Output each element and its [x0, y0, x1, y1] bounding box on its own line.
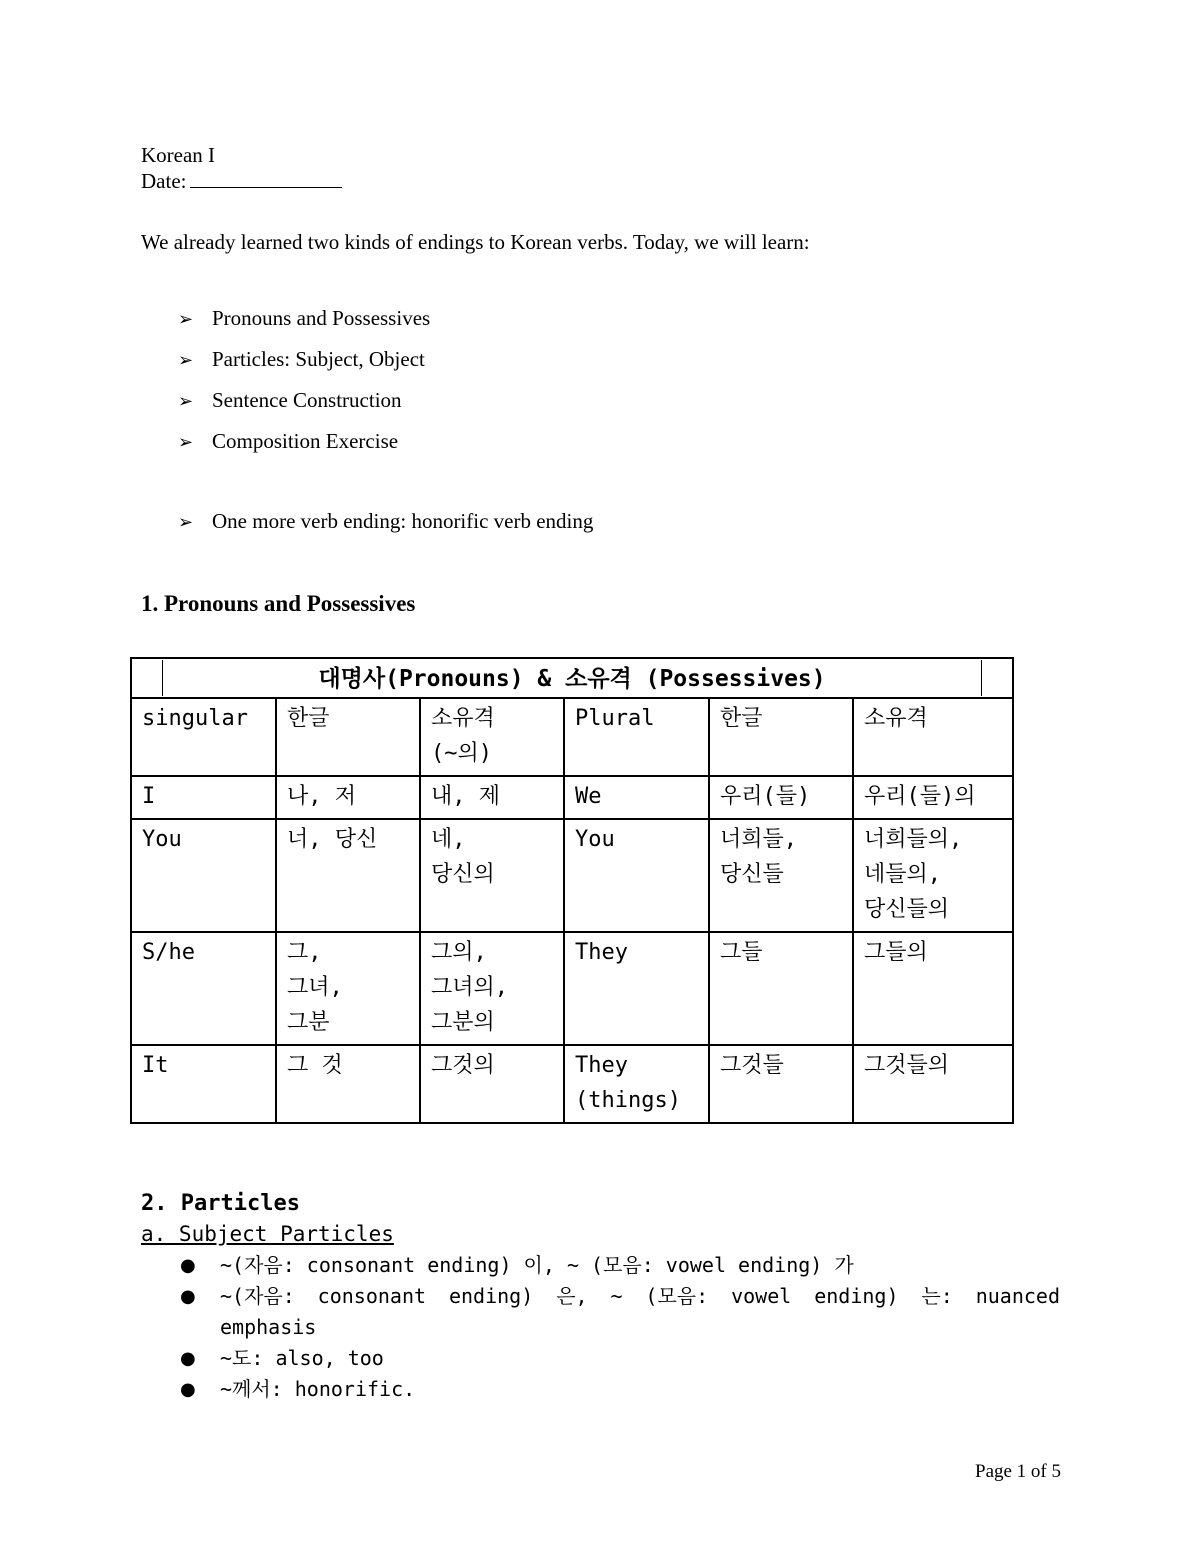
cell-text: (~의)	[431, 741, 492, 766]
cell-text: 그것들	[720, 1053, 784, 1078]
list-item-text: ~께서: honorific.	[220, 1377, 416, 1401]
cell-text: 당신들	[720, 862, 784, 887]
cell-text: 그 것	[287, 1053, 343, 1078]
table-cell	[276, 819, 420, 932]
table-row	[131, 819, 1013, 932]
bullet-dot-icon: ●	[180, 1379, 196, 1400]
list-item-text: ~(자음: consonant ending) 은, ~ (모음: vowel ending) 는: nuanced	[220, 1284, 1060, 1308]
section-2-heading: 2. Particles	[141, 1191, 300, 1216]
cell-text: singular	[142, 706, 248, 731]
agenda-item-text: Pronouns and Possessives	[212, 306, 431, 330]
table-cell	[276, 932, 420, 1045]
cell-text: 그것의	[431, 1053, 495, 1078]
table-title-cell	[131, 658, 1013, 698]
table-cell	[709, 819, 853, 932]
particle-list	[180, 1250, 1060, 1405]
agenda-item	[178, 509, 593, 550]
arrow-bullet-icon: ➢	[178, 391, 194, 412]
date-field	[141, 169, 342, 194]
intro-text: We already learned two kinds of endings to Korean verbs. Today, we will learn:	[141, 230, 810, 254]
cell-text: You	[575, 827, 615, 852]
table-header-cell	[276, 698, 420, 776]
bullet-dot-icon: ●	[180, 1255, 196, 1276]
table-cell	[709, 932, 853, 1045]
table-cell	[420, 776, 564, 819]
date-blank-line	[190, 169, 342, 188]
agenda-list	[178, 306, 593, 550]
cell-text: 당신의	[431, 862, 495, 887]
cell-text: They	[575, 1053, 628, 1078]
agenda-item-text: Sentence Construction	[212, 388, 402, 412]
arrow-bullet-icon: ➢	[178, 309, 194, 330]
table-title-row	[131, 658, 1013, 698]
cell-text: Plural	[575, 706, 655, 731]
list-item-text: ~(자음: consonant ending) 이, ~ (모음: vowel ending) 가	[220, 1253, 854, 1277]
cell-text: 소유격	[864, 706, 928, 731]
arrow-bullet-icon: ➢	[178, 350, 194, 371]
cell-text: 한글	[720, 706, 763, 731]
cell-text: 나, 저	[287, 784, 356, 809]
arrow-bullet-icon: ➢	[178, 432, 194, 453]
table-cell	[420, 819, 564, 932]
cell-text: 그들의	[864, 940, 928, 965]
table-cell	[564, 932, 709, 1045]
table-cell	[131, 1045, 276, 1123]
list-item	[180, 1281, 1060, 1312]
table-cell	[853, 819, 1013, 932]
agenda-item	[178, 429, 593, 470]
agenda-item	[178, 347, 593, 388]
agenda-item-text: Composition Exercise	[212, 429, 399, 453]
cell-text: 너, 당신	[287, 827, 378, 852]
cell-text: 그녀의,	[431, 975, 509, 1000]
bullet-dot-icon: ●	[180, 1348, 196, 1369]
table-cell	[420, 932, 564, 1045]
table-cell	[564, 776, 709, 819]
table-header-cell	[564, 698, 709, 776]
agenda-item-text: Particles: Subject, Object	[212, 347, 425, 371]
cell-text: 당신들의	[864, 897, 950, 922]
table-header-row	[131, 698, 1013, 776]
table-cell	[709, 1045, 853, 1123]
table-cell	[276, 1045, 420, 1123]
table-cell	[564, 819, 709, 932]
cell-text: 그의,	[431, 940, 487, 965]
cell-text: 소유격	[431, 706, 495, 731]
list-item-text: ~도: also, too	[220, 1346, 384, 1370]
cell-text: 한글	[287, 706, 330, 731]
cell-text: We	[575, 784, 602, 809]
table-cell	[564, 1045, 709, 1123]
table-cell	[709, 776, 853, 819]
cell-text: 그분의	[431, 1010, 495, 1035]
cell-text: I	[142, 784, 156, 809]
cell-text: 우리(들)	[720, 784, 811, 809]
table-cell	[131, 932, 276, 1045]
table-cell	[853, 1045, 1013, 1123]
table-cell	[276, 776, 420, 819]
list-item-text: emphasis	[220, 1315, 317, 1339]
list-item	[180, 1374, 1060, 1405]
cell-text: 너희들의,	[864, 827, 963, 852]
table-title: 대명사(Pronouns) & 소유격 (Possessives)	[162, 660, 982, 696]
table-cell	[420, 1045, 564, 1123]
page-number: Page 1 of 5	[975, 1461, 1062, 1482]
table-header-cell	[420, 698, 564, 776]
cell-text: It	[142, 1053, 169, 1078]
agenda-item-text: One more verb ending: honorific verb ending	[212, 509, 594, 533]
bullet-spacer	[180, 1312, 220, 1343]
agenda-item	[178, 306, 593, 347]
table-header-cell	[853, 698, 1013, 776]
date-label: Date:	[141, 169, 187, 193]
cell-text: They	[575, 940, 628, 965]
table-header-cell	[131, 698, 276, 776]
table-header-cell	[709, 698, 853, 776]
cell-text: 그녀,	[287, 975, 343, 1000]
table-cell	[853, 932, 1013, 1045]
cell-text: 네들의,	[864, 862, 942, 887]
table-row	[131, 1045, 1013, 1123]
cell-text: 그것들의	[864, 1053, 950, 1078]
cell-text: 그분	[287, 1010, 330, 1035]
section-1-heading: 1. Pronouns and Possessives	[141, 591, 416, 616]
list-item-continuation	[180, 1312, 1060, 1343]
pronoun-table	[130, 657, 1014, 1124]
cell-text: 내, 제	[431, 784, 500, 809]
table-row	[131, 932, 1013, 1045]
cell-text: 그들	[720, 940, 763, 965]
arrow-bullet-icon: ➢	[178, 512, 194, 533]
subject-particles-heading: a. Subject Particles	[141, 1222, 394, 1246]
list-item	[180, 1250, 1060, 1281]
cell-text: S/he	[142, 940, 195, 965]
cell-text: 네,	[431, 827, 466, 852]
cell-text: You	[142, 827, 182, 852]
table-row	[131, 776, 1013, 819]
table-cell	[131, 776, 276, 819]
table-cell	[131, 819, 276, 932]
bullet-dot-icon: ●	[180, 1286, 196, 1307]
cell-text: 그,	[287, 940, 322, 965]
list-item	[180, 1343, 1060, 1374]
table-cell	[853, 776, 1013, 819]
agenda-item	[178, 388, 593, 429]
cell-text: (things)	[575, 1088, 681, 1113]
cell-text: 너희들,	[720, 827, 798, 852]
cell-text: 우리(들)의	[864, 784, 976, 809]
course-title: Korean I	[141, 143, 216, 167]
